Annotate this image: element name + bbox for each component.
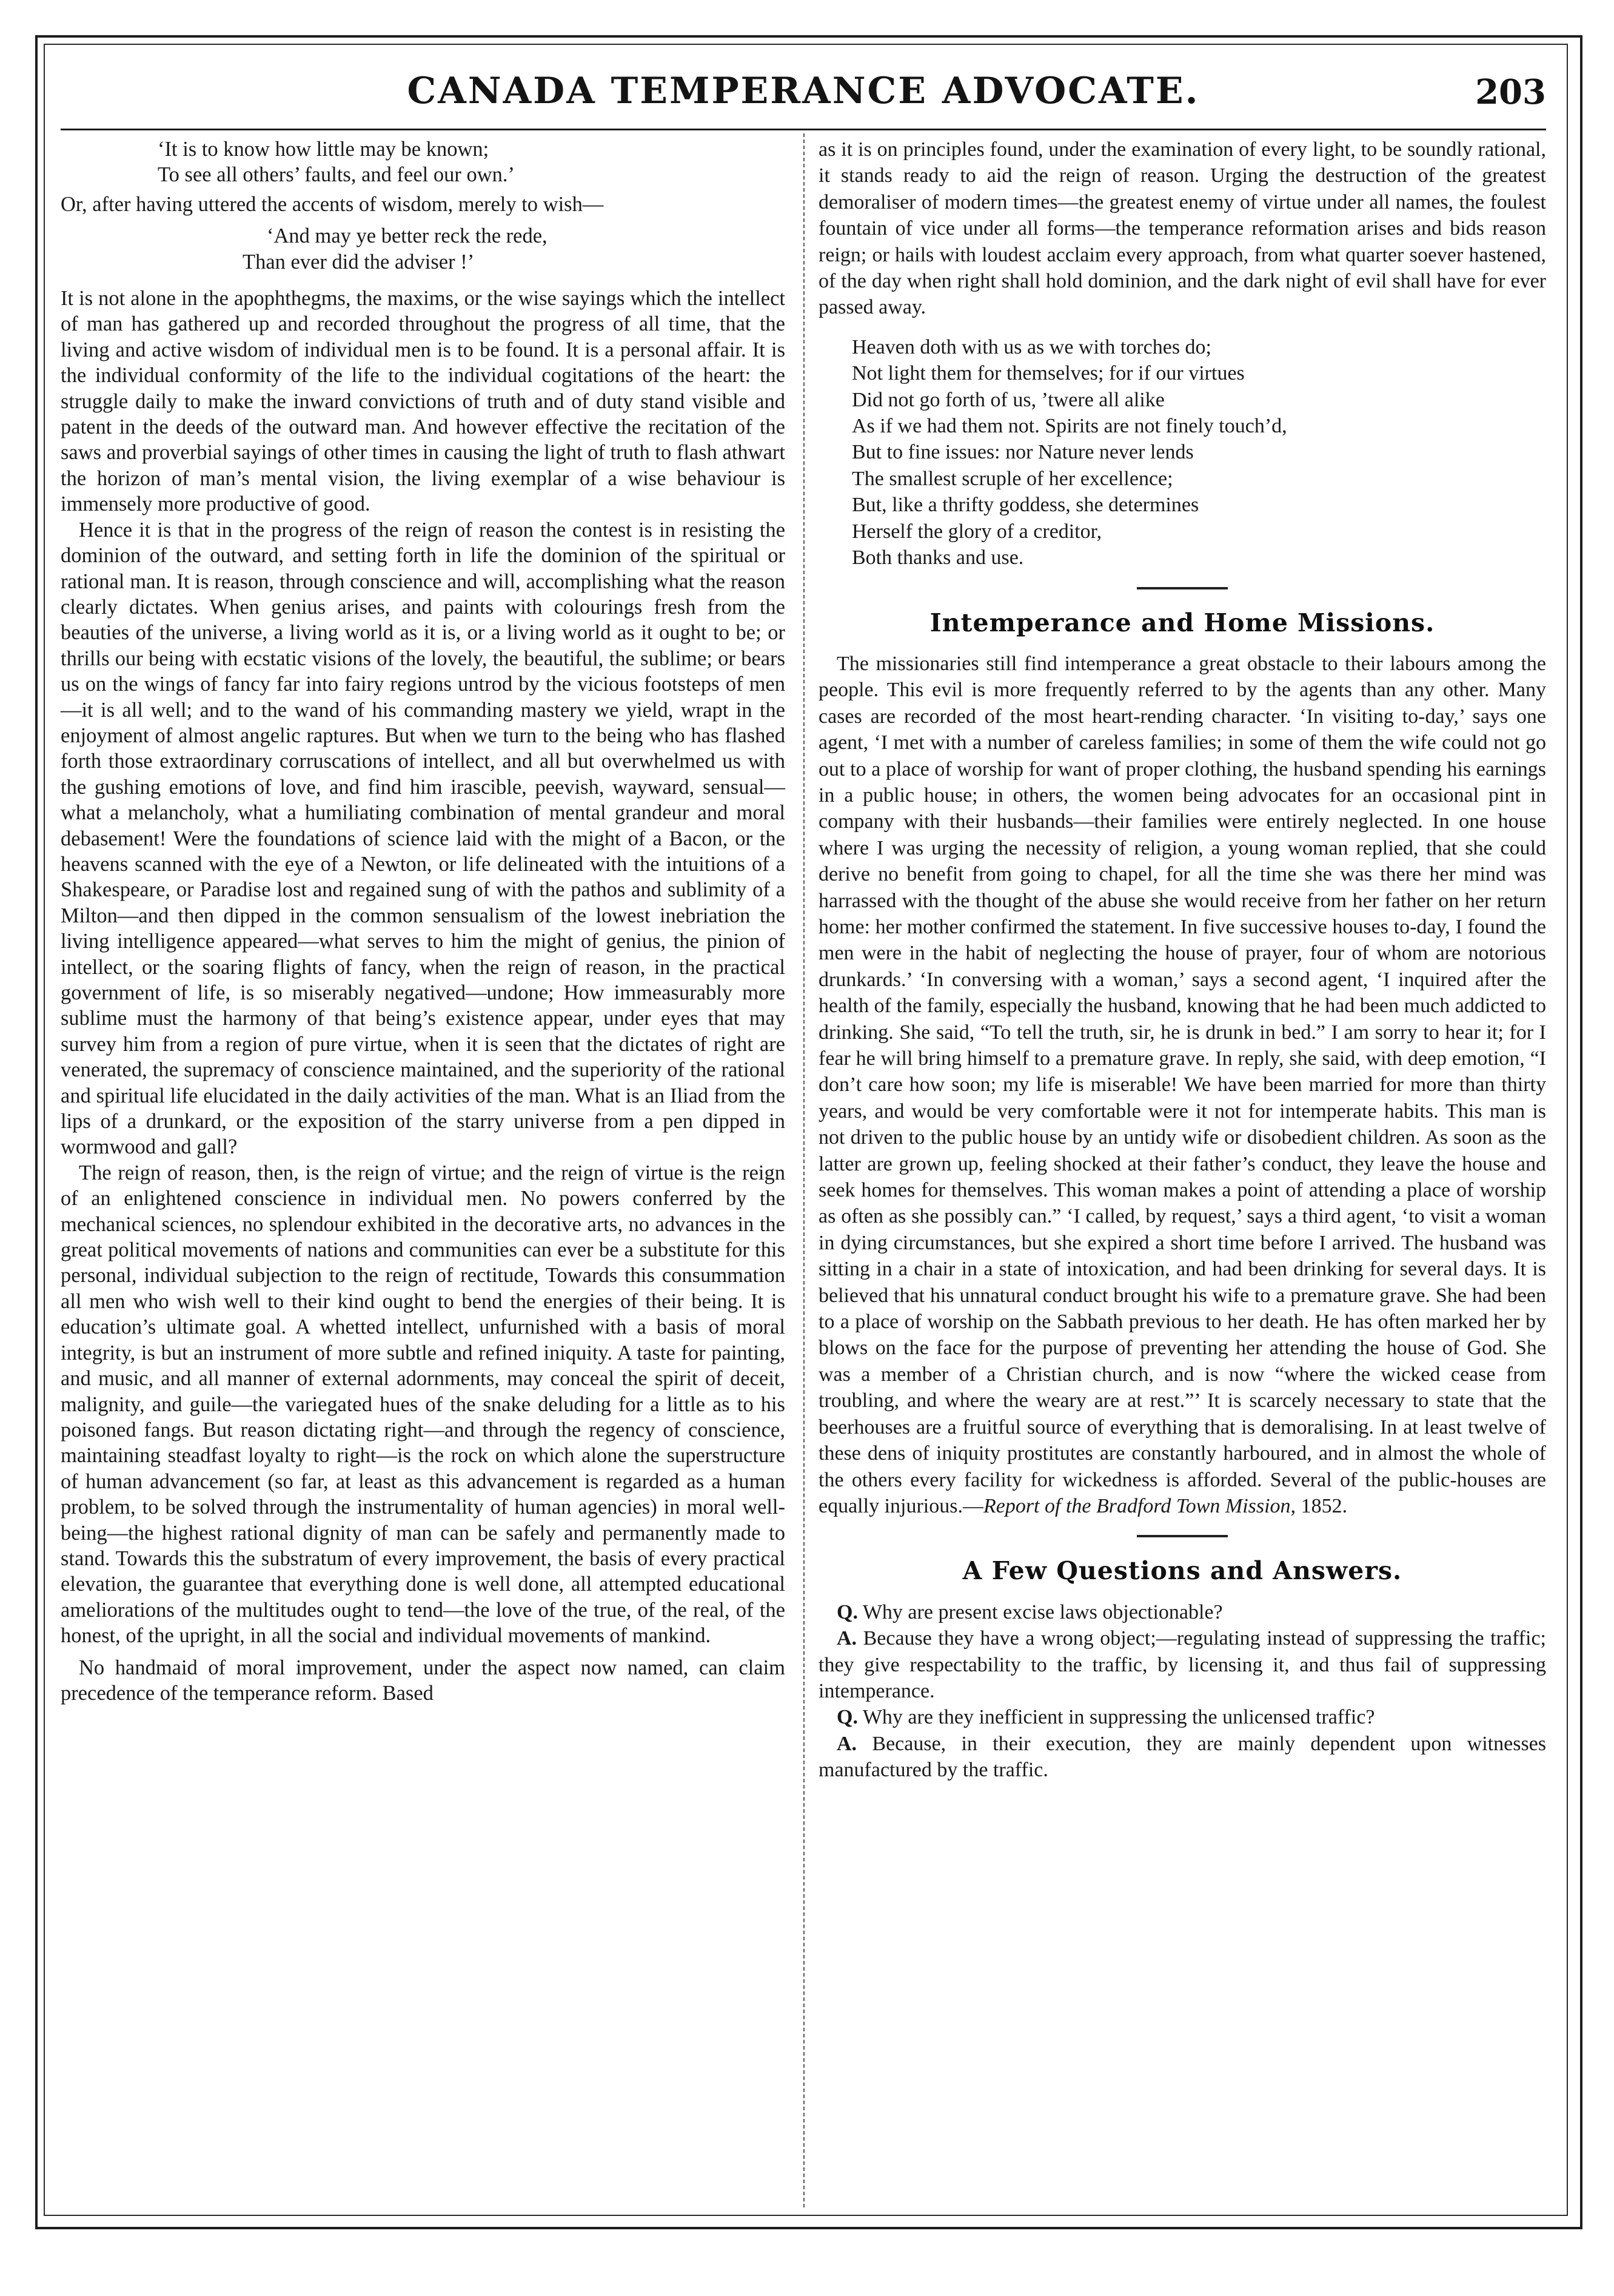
verse-line: ‘It is to know how little may be known; [158, 138, 489, 161]
poem-line: Did not go forth of us, ’twere all alike [852, 388, 1165, 411]
section-rule [1137, 1535, 1228, 1537]
page-header [61, 70, 1546, 127]
section-rule [1137, 587, 1228, 589]
poem [819, 334, 1546, 571]
section-heading: A Few Questions and Answers. [962, 1556, 1402, 1586]
page-number: 203 [1475, 72, 1546, 112]
paragraph: It is not alone in the apophthegms, the maxims, or the wise sayings which the intellect of man has gathered up and recorded throughout the progress of all time, that the living and active wisdom of individual men is to be found. It is a personal affair. It is the individual conformity of the life to the individual cogitations of the heart: the struggle daily to make the inward convictions of truth and of duty stand visible and patent in the deeds of the outward man. And however effective the recitation of the saws and proverbial sayings of other times in causing the light of truth to flash athwart the horizon of man’s mental vision, the living exemplar of a wise behaviour is immensely more productive of good. [61, 287, 785, 516]
qa-text: Why are they inefficient in suppressing the unlicensed traffic? [862, 1706, 1375, 1729]
poem-line: Both thanks and use. [852, 546, 1024, 569]
paragraph: No handmaid of moral improvement, under the aspect now named, can claim precedence of the temperance reform. Based [61, 1656, 785, 1705]
qa-item [819, 1599, 1546, 1625]
column-divider [803, 133, 805, 2207]
qa-text: Because, in their execution, they are mainly dependent upon witnesses manufactured by the traffic. [819, 1732, 1547, 1782]
intro-line: Or, after having uttered the accents of wisdom, merely to wish— [61, 192, 604, 216]
header-rule [61, 129, 1546, 130]
qa-label: Q. [837, 1600, 858, 1623]
page-title: CANADA TEMPERANCE ADVOCATE. [407, 70, 1200, 112]
paragraph: The reign of reason, then, is the reign of virtue; and the reign of virtue is the reign of an enlightened conscience in individual men. No powers conferred by the mechanical sciences, no splendour exhibited in the decorative arts, no advances in the great political movements of nations and communities can ever be a substitute for this personal, individual subjection to the reign of rectitude, Towards this consummation all men who wish well to their kind ought to bend the energies of their being. It is education’s ultimate goal. A whetted intellect, unfurnished with a basis of moral integrity, is but an instrument of more subtle and refined iniquity. A taste for painting, and music, and all manner of external adornments, may conceal the spirit of deceit, malignity, and guile—the variegated hues of the snake deluding for a little as to his poisoned fangs. But reason dictating right—and through the regency of conscience, maintaining steadfast loyalty to right—is the rock on which alone the superstructure of human advancement (so far, at least as this advancement is regarded as a human problem, to be solved through the instrumentality of human agencies) in moral well-being—the highest rational dignity of man can be safely and permanently made to stand. Towards this the substratum of every improvement, the basis of every practical elevation, the guarantee that everything done is well done, all attempted educational ameliorations of the multitudes ought to tend—the love of the true, of the real, of the honest, of the upright, in all the social and individual movements of mankind. [61, 1161, 785, 1648]
qa-label: A. [837, 1627, 857, 1650]
poem-line: Not light them for themselves; for if our virtues [852, 362, 1245, 385]
qa-item [819, 1625, 1546, 1704]
poem-line: But to fine issues: nor Nature never lends [852, 441, 1194, 464]
paragraph: as it is on principles found, under the examination of every light, to be soundly rational, it stands ready to aid the reign of reason. Urging the destruction of the greatest demoraliser of modern times—the greatest enemy of virtue under all names, the foulest fountain of vice under all forms—the temperance reformation arises and bids reason reign; or hails with loudest acclaim every approach, from what quarter soever hastened, of the day when right shall hold dominion, and the dark night of evil shall have for ever passed away. [819, 138, 1546, 319]
qa-label: A. [837, 1732, 857, 1755]
section-heading: Intemperance and Home Missions. [929, 608, 1435, 637]
qa-item [819, 1731, 1546, 1784]
left-column [61, 136, 785, 1706]
citation-year: 1852. [1301, 1494, 1348, 1517]
poem-line: The smallest scruple of her excellence; [852, 467, 1173, 490]
poem-line: But, like a thrifty goddess, she determines [852, 494, 1199, 517]
verse-line: To see all others’ faults, and feel our own.’ [158, 163, 515, 187]
qa-label: Q. [837, 1706, 858, 1729]
qa-text: Because they have a wrong object;—regulating instead of suppressing the traffic; they give respectability to the traffic, by licensing it, and thus fail of suppressing intemperance. [819, 1627, 1546, 1702]
right-column [819, 136, 1546, 1784]
verse-line: Than ever did the adviser !’ [243, 250, 475, 274]
section-body: The missionaries still find intemperance a great obstacle to their labours among the people. This evil is more frequently referred to by the agents than any other. Many cases are recorded of the most heart-rending character. ‘In visiting to-day,’ says one agent, ‘I met with a number of careless families; in some of them the wife could not go out to a place of worship for want of proper clothing, the husband spending his earnings in a public house; in others, the women being advocates for an occasional pint in company with their husbands—their families were entirely neglected. In one house where I was urging the necessity of religion, a young woman replied, that she could derive no benefit from going to chapel, for all the time she was there her mind was harrassed with the thought of the abuse she would receive from her father on her return home: her mother confirmed the statement. In five successive houses to-day, I found the men were in the habit of neglecting the house of prayer, four of whom are notorious drunkards.’ ‘In conversing with a woman,’ says a second agent, ‘I inquired after the health of the family, especially the husband, knowing that he had been much addicted to drinking. She said, “To tell the truth, sir, he is drunk in bed.” I am sorry to hear it; for I fear he will bring himself to a premature grave. In reply, she said, with deep emotion, “I don’t care how soon; my life is miserable! We have been married for more than thirty years, and would be very comfortable were it not for intemperate habits. This man is not driven to the public house by an untidy wife or disobedient children. As soon as the latter are grown up, feeling shocked at their father’s conduct, they leave the house and seek homes for themselves. This woman makes a point of attending a place of worship as often as she possibly can.” ‘I called, by request,’ says a third agent, ‘to visit a woman in dying circumstances, but she expired a short time before I arrived. The husband was sitting in a chair in a state of intoxication, and had been drinking for several days. It is believed that his unnatural conduct brought his wife to a premature grave. She had been to a place of worship on the Sabbath previous to her death. He has often marked her by blows on the face for the purpose of preventing her attending the house of God. She was a member of a Christian church, and is now “where the wicked cease from troubling, and where the weary are at rest.”’ It is scarcely necessary to state that the beerhouses are a fruitful source of everything that is demoralising. In at least twelve of these dens of iniquity prostitutes are constantly harboured, and in almost the whole of the others every facility for wickedness is afforded. Several of the public-houses are equally injurious.— [819, 652, 1546, 1517]
qa-item [819, 1704, 1546, 1730]
poem-line: Herself the glory of a creditor, [852, 520, 1102, 543]
poem-line: As if we had them not. Spirits are not finely touch’d, [852, 415, 1287, 438]
citation: Report of the Bradford Town Mission, [983, 1494, 1296, 1517]
paragraph: Hence it is that in the progress of the reign of reason the contest is in resisting the dominion of the outward, and setting forth in life the dominion of the spiritual or rational man. It is reason, through conscience and will, accomplishing what the reason clearly dictates. When genius arises, and paints with colourings fresh from the beauties of the universe, a living world as it is, or a living world as it ought to be; or thrills our being with ecstatic visions of the lovely, the beautiful, the sublime; or bears us on the wings of fancy far into fairy regions untrod by the vicious footsteps of men—it is all well; and to the wand of his commanding mastery we yield, wrapt in the enjoyment of almost angelic raptures. But when we turn to the being who has flashed forth those extraordinary corruscations of intellect, and all but overwhelmed us with the gushing emotions of love, and find him irascible, peevish, wayward, sensual—what a melancholy, what a humiliating combination of mental grandeur and moral debasement! Were the foundations of science laid with the might of a Bacon, or the heavens scanned with the eye of a Newton, or life delineated with the intuitions of a Shakespeare, or Paradise lost and regained sung of with the pathos and sublimity of a Milton—and then dipped in the common sensualism of the lowest inebriation the living intelligence appeared—what serves to him the might of genius, the pinion of intellect, or the soaring flights of fancy, when the reign of reason, in the practical government of life, is so miserably negatived—undone; How immeasurably more sublime must the harmony of that being’s existence appear, under eyes that may survey him from a region of pure virtue, when it is seen that the dictates of right are venerated, the supremacy of conscience maintained, and the superiority of the rational and spiritual life elucidated in the daily activities of the man. What is an Iliad from the lips of a drunkard, or the exposition of the starry universe from a pen dipped in wormwood and gall? [61, 518, 785, 1159]
paragraph [819, 651, 1546, 1519]
qa-text: Why are present excise laws objectionable? [862, 1600, 1223, 1623]
verse-line: ‘And may ye better reck the rede, [267, 224, 547, 248]
poem-line: Heaven doth with us as we with torches do; [852, 335, 1211, 358]
